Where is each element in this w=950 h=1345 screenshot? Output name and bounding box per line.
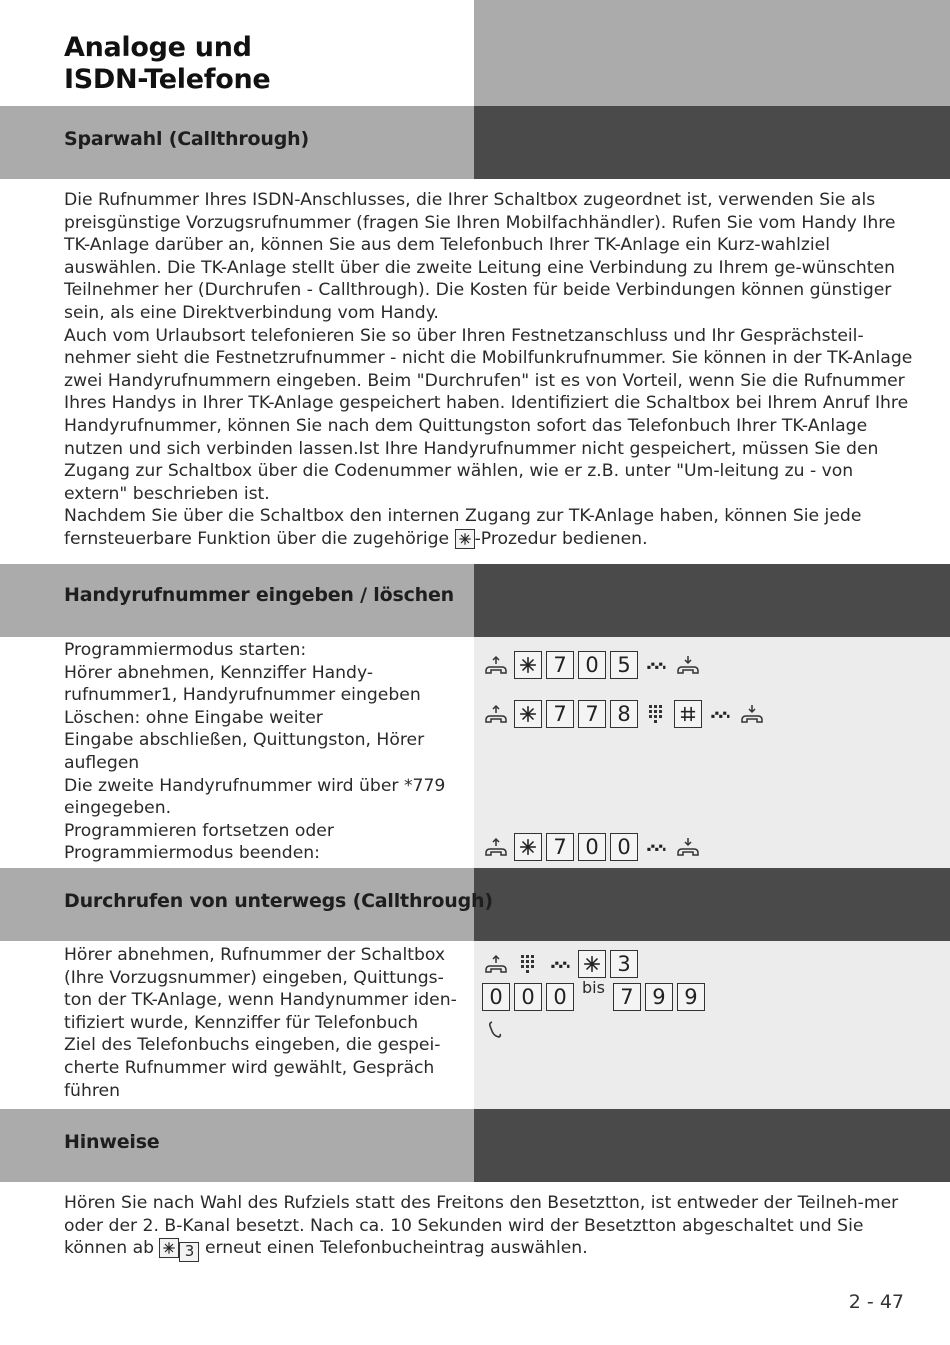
section-heading: Hinweise [64, 1131, 160, 1153]
digit-key: 7 [546, 700, 574, 728]
instruction-line: cherte Rufnummer wird gewählt, Gespräch [64, 1057, 435, 1078]
instruction-line: eingegeben. [64, 798, 172, 819]
confirmation-tone-icon [642, 833, 670, 861]
digit-key: 9 [677, 983, 705, 1011]
digit-key: 8 [610, 700, 638, 728]
keypad-icon [514, 950, 542, 978]
page-title [64, 32, 270, 96]
handset-lift-icon [482, 651, 510, 679]
star-key-icon [159, 1238, 179, 1258]
digit-key: 0 [514, 983, 542, 1011]
talk-row [482, 1016, 510, 1044]
star-key-icon [455, 529, 475, 549]
sparwahl-body [64, 189, 914, 551]
instruction-line: Hörer abnehmen, Rufnummer der Schaltbox [64, 945, 446, 965]
instruction-line: auflegen [64, 752, 140, 773]
key-sequence-705 [482, 651, 702, 679]
section-header-hinweise [0, 1109, 950, 1182]
digit-key: 0 [578, 651, 606, 679]
handset-lift-icon [482, 833, 510, 861]
confirmation-tone-icon [546, 950, 574, 978]
section-header-durchrufen [0, 868, 950, 941]
section-header-handy [0, 564, 950, 637]
digit-key: 7 [546, 651, 574, 679]
handset-hangup-icon [738, 700, 766, 728]
section-heading: Sparwahl (Callthrough) [64, 128, 309, 150]
instruction-line: Programmieren fortsetzen oder [64, 820, 334, 841]
instruction-line: Programmiermodus starten: [64, 640, 307, 660]
hinweise-body [64, 1192, 914, 1262]
conversation-icon [482, 1016, 510, 1044]
digit-key: 0 [610, 833, 638, 861]
key-sequence-star3 [482, 950, 638, 978]
sparwahl-paragraph-2: Auch vom Urlaubsort telefonieren Sie so über Ihren Festnetzanschluss und Ihr Gesprächsteil-nehmer sieht die Festnetzrufnummer - nicht die Mobilfunkrufnummer. Sie können in der TK-Anlage zwei Handyrufnummern eingeben. Beim "Durchrufen" ist es von Vorteil, wenn Sie die Rufnummer Ihres Handys in Ihrer TK-Anlage gespeichert haben. Identifiziert die Schaltbox bei Ihrem Anruf Ihre Handyrufnummer, können Sie nach dem Quittungston sofort das Telefonbuch Ihrer TK-Anlage nutzen und sich verbinden lassen.Ist Ihre Handyrufnummer nicht gespeichert, müssen Sie den Zugang zur Schaltbox über die Codenummer wählen, wie er z.B. unter "Um-leitung zu - von extern" beschrieben ist. [64, 325, 913, 504]
section-header-sparwahl [0, 106, 950, 179]
instruction-line: Die zweite Handyrufnummer wird über *779 [64, 775, 446, 796]
instruction-line: Hörer abnehmen, Kennziffer Handy- [64, 662, 374, 683]
section-heading: Handyrufnummer eingeben / löschen [64, 584, 454, 606]
handset-lift-icon [482, 950, 510, 978]
keypad-icon [642, 700, 670, 728]
key-range [482, 977, 705, 1011]
instruction-line: rufnummer1, Handyrufnummer eingeben [64, 685, 421, 706]
instruction-line: tifiziert wurde, Kennziffer für Telefonbuch [64, 1012, 419, 1033]
hinweise-paragraph: Hören Sie nach Wahl des Rufziels statt des Freitons den Besetztton, ist entweder der Teilneh-mer oder der 2. B-Kanal besetzt. Nach ca. 10 Sekunden wird der Besetztton abgeschaltet und Sie können ab 3 erneut einen Telefonbucheintrag auswählen. [64, 1193, 899, 1261]
digit-key: 3 [179, 1242, 199, 1262]
digit-key: 9 [645, 983, 673, 1011]
handy-instructions [64, 639, 464, 865]
instruction-line: ton der TK-Anlage, wenn Handynummer iden- [64, 990, 457, 1011]
title-side-panel [474, 0, 950, 106]
instruction-line: (Ihre Vorzugsnummer) eingeben, Quittungs- [64, 967, 444, 988]
digit-key: 7 [578, 700, 606, 728]
sparwahl-paragraph-1: Die Rufnummer Ihres ISDN-Anschlusses, die Ihrer Schaltbox zugeordnet ist, verwenden Sie als preisgünstige Vorzugsrufnummer (fragen Sie Ihren Mobilfachhändler). Rufen Sie vom Handy Ihre TK-Anlage darüber an, können Sie aus dem Telefonbuch Ihrer TK-Anlage ein Kurz-wahlziel auswählen. Die TK-Anlage stellt über die zweite Leitung eine Verbindung zu Ihrem ge-wünschten Teilnehmer her (Durchrufen - Callthrough). Die Kosten für beide Verbindungen können günstiger sein, als eine Direktverbindung vom Handy. [64, 190, 896, 323]
instruction-line: Eingabe abschließen, Quittungston, Hörer [64, 730, 425, 751]
durchrufen-instructions [64, 944, 474, 1102]
digit-key: 5 [610, 651, 638, 679]
page-title-line1: Analoge und [64, 32, 252, 63]
star-key-icon [514, 833, 542, 861]
handset-lift-icon [482, 700, 510, 728]
confirmation-tone-icon [706, 700, 734, 728]
instruction-line: Löschen: ohne Eingabe weiter [64, 707, 323, 728]
star-key-icon [578, 950, 606, 978]
hash-key-icon [674, 700, 702, 728]
title-area [0, 0, 950, 106]
digit-key: 7 [546, 833, 574, 861]
sparwahl-paragraph-3: Nachdem Sie über die Schaltbox den internen Zugang zur TK-Anlage haben, können Sie jede fernsteuerbare Funktion über die zugehörige -Prozedur bedienen. [64, 506, 862, 549]
key-sequence-778 [482, 700, 766, 728]
handset-hangup-icon [674, 833, 702, 861]
instruction-line: Ziel des Telefonbuchs eingeben, die gespei- [64, 1035, 441, 1056]
digit-key: 7 [613, 983, 641, 1011]
key-sequence-700 [482, 833, 702, 861]
digit-key: 0 [482, 983, 510, 1011]
confirmation-tone-icon [642, 651, 670, 679]
digit-key: 3 [610, 950, 638, 978]
digit-key: 0 [578, 833, 606, 861]
digit-key: 0 [546, 983, 574, 1011]
star-key-icon [514, 651, 542, 679]
instruction-line: Programmiermodus beenden: [64, 843, 320, 864]
handset-hangup-icon [674, 651, 702, 679]
instruction-line: führen [64, 1080, 120, 1101]
page-number: 2 - 47 [848, 1291, 904, 1313]
star-key-icon [514, 700, 542, 728]
page-title-line2: ISDN-Telefone [64, 64, 271, 95]
section-heading: Durchrufen von unterwegs (Callthrough) [64, 890, 493, 912]
range-separator: bis [582, 977, 605, 997]
